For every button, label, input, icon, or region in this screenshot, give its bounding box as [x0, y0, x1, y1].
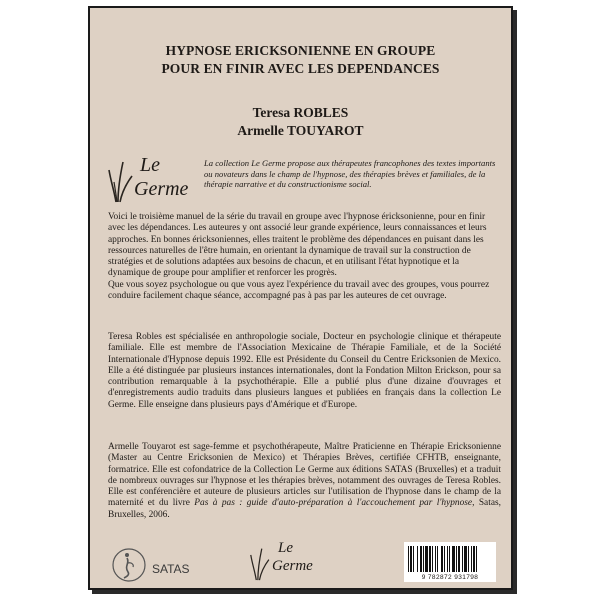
barcode-bar: [462, 546, 463, 572]
title-line-2: POUR EN FINIR AVEC LES DEPENDANCES: [161, 61, 440, 76]
le-germe-logo-bottom: [250, 540, 340, 584]
isbn-number: 9 782872 931798: [421, 574, 479, 581]
barcode-bar: [441, 546, 443, 572]
barcode-bar: [435, 546, 436, 572]
barcode-bar: [432, 546, 433, 572]
touyarot-bio-end: , Satas, Bruxelles, 2006.: [108, 498, 501, 520]
touyarot-bio-main: Armelle Touyarot est sage-femme et psychothérapeute, Maître Praticienne en Thérapie Ericksonienne (Master au Centre Ericksonien de Mexico) et Thérapies Brèves, certifiée CFHTB, enseignante, formatrice. Elle est cofondatrice de la Collection Le Germe aux éditions SATAS (Bruxelles) et a traduit de nombreux ouvrages sur l'hypnose et les thérapies brèves, notamment des ouvrages de Teresa Robles. Elle est conférencière et auteure de plusieurs articles sur l'utilisation de l'hypnose dans le champ de la maternité et du livre: [108, 442, 501, 509]
title-line-1: HYPNOSE ERICKSONIENNE EN GROUPE: [165, 43, 436, 58]
author-bio-robles: [108, 332, 501, 411]
barcode-bar: [449, 546, 450, 572]
barcode-bar: [464, 546, 467, 572]
barcode-bar: [444, 546, 445, 572]
author-touyarot: Armelle TOUYAROT: [237, 123, 364, 138]
logo-le-text: Le: [278, 540, 293, 556]
touyarot-book-title: Pas à pas : guide d'auto-préparation à l'accouchement par l'hypnose: [194, 498, 473, 509]
barcode-bar: [452, 546, 455, 572]
barcode-bar: [473, 546, 475, 572]
logo-germe-text: Germe: [272, 558, 313, 574]
satas-figure-icon: [110, 546, 148, 584]
touyarot-bio-text: [108, 442, 501, 521]
collection-description: La collection Le Germe propose aux thérapeutes francophones des textes importants ou novateurs dans le champ de l'hypnose, des thérapies brèves et familiales, de la thérapie narrative et du constructionisme social.: [204, 158, 496, 190]
barcode-bar: [468, 546, 469, 572]
barcode-bar: [420, 546, 422, 572]
summary-paragraph-1: Voici le troisième manuel de la série du travail en groupe avec l'hypnose éricksonienne, pour en finir avec les dépendances. Les auteures y ont associé leur grande expérience, leurs connaissances et leurs approches. En bonnes éricksoniennes, elles traitent le problème des dépendances en puisant dans les ressources naturelles de l'être humain, en orientant la dynamique de travail sur la construction de stratégies et de solutions adaptées aux besoins de chacun, et en utilisant l'état hypnotique et la dynamique de groupe pour amplifier et renforcer les progrès.: [108, 212, 487, 279]
summary-paragraph-2: Que vous soyez psychologue ou que vous ayez l'expérience du travail avec des groupes, vous pourrez conduire facilement chaque séance, accompagné pas à pas par les auteures de cet ouvrage.: [108, 279, 490, 302]
barcode-bar: [476, 546, 477, 572]
bottom-logos: [90, 538, 511, 588]
barcode-bar: [471, 546, 472, 572]
barcode-bars: [404, 544, 496, 574]
satas-logo: [110, 546, 200, 582]
barcode-bar: [447, 546, 448, 572]
robles-bio-text: Teresa Robles est spécialisée en anthropologie sociale, Docteur en psychologie clinique et thérapeute familiale. Elle est membre de l'Association Mexicaine de Thérapie Familiale, et de la Société Internationale d'Hypnose depuis 1992. Elle est Présidente du Conseil du Centre Ericksonien de Mexico. Elle a été distinguée par plusieurs instances internationales, dont la Fondation Milton Erickson, pour sa contribution remarquable à la psychothérapie. Elle a publié plus d'une dizaine d'ouvrages et d'enregistrements audio traduits dans plusieurs langues et publiées en français dans la collection Le Germe. Elle enseigne dans plusieurs pays d'Amérique et d'Europe.: [108, 332, 501, 410]
barcode-bar: [437, 546, 438, 572]
authors: [90, 104, 511, 140]
logo-germe-text: Germe: [134, 178, 189, 200]
book-back-cover: [88, 6, 513, 590]
publisher-name: SATAS: [152, 562, 190, 576]
barcode-bar: [423, 546, 424, 572]
logo-le-text: Le: [140, 154, 160, 176]
barcode-bar: [408, 546, 409, 572]
barcode-bar: [413, 546, 414, 572]
barcode-bar: [458, 546, 460, 572]
barcode-bar: [425, 546, 428, 572]
isbn-barcode: [404, 542, 496, 582]
author-bio-touyarot: [108, 442, 501, 521]
barcode-bar: [410, 546, 412, 572]
book-title: [90, 42, 511, 78]
barcode-bar: [429, 546, 431, 572]
author-robles: Teresa ROBLES: [252, 105, 349, 120]
grass-sprout-icon: [108, 154, 136, 204]
barcode-bar: [417, 546, 418, 572]
grass-sprout-icon: [250, 542, 272, 582]
book-summary: [108, 212, 501, 302]
barcode-bar: [456, 546, 457, 572]
le-germe-logo: [108, 154, 208, 206]
